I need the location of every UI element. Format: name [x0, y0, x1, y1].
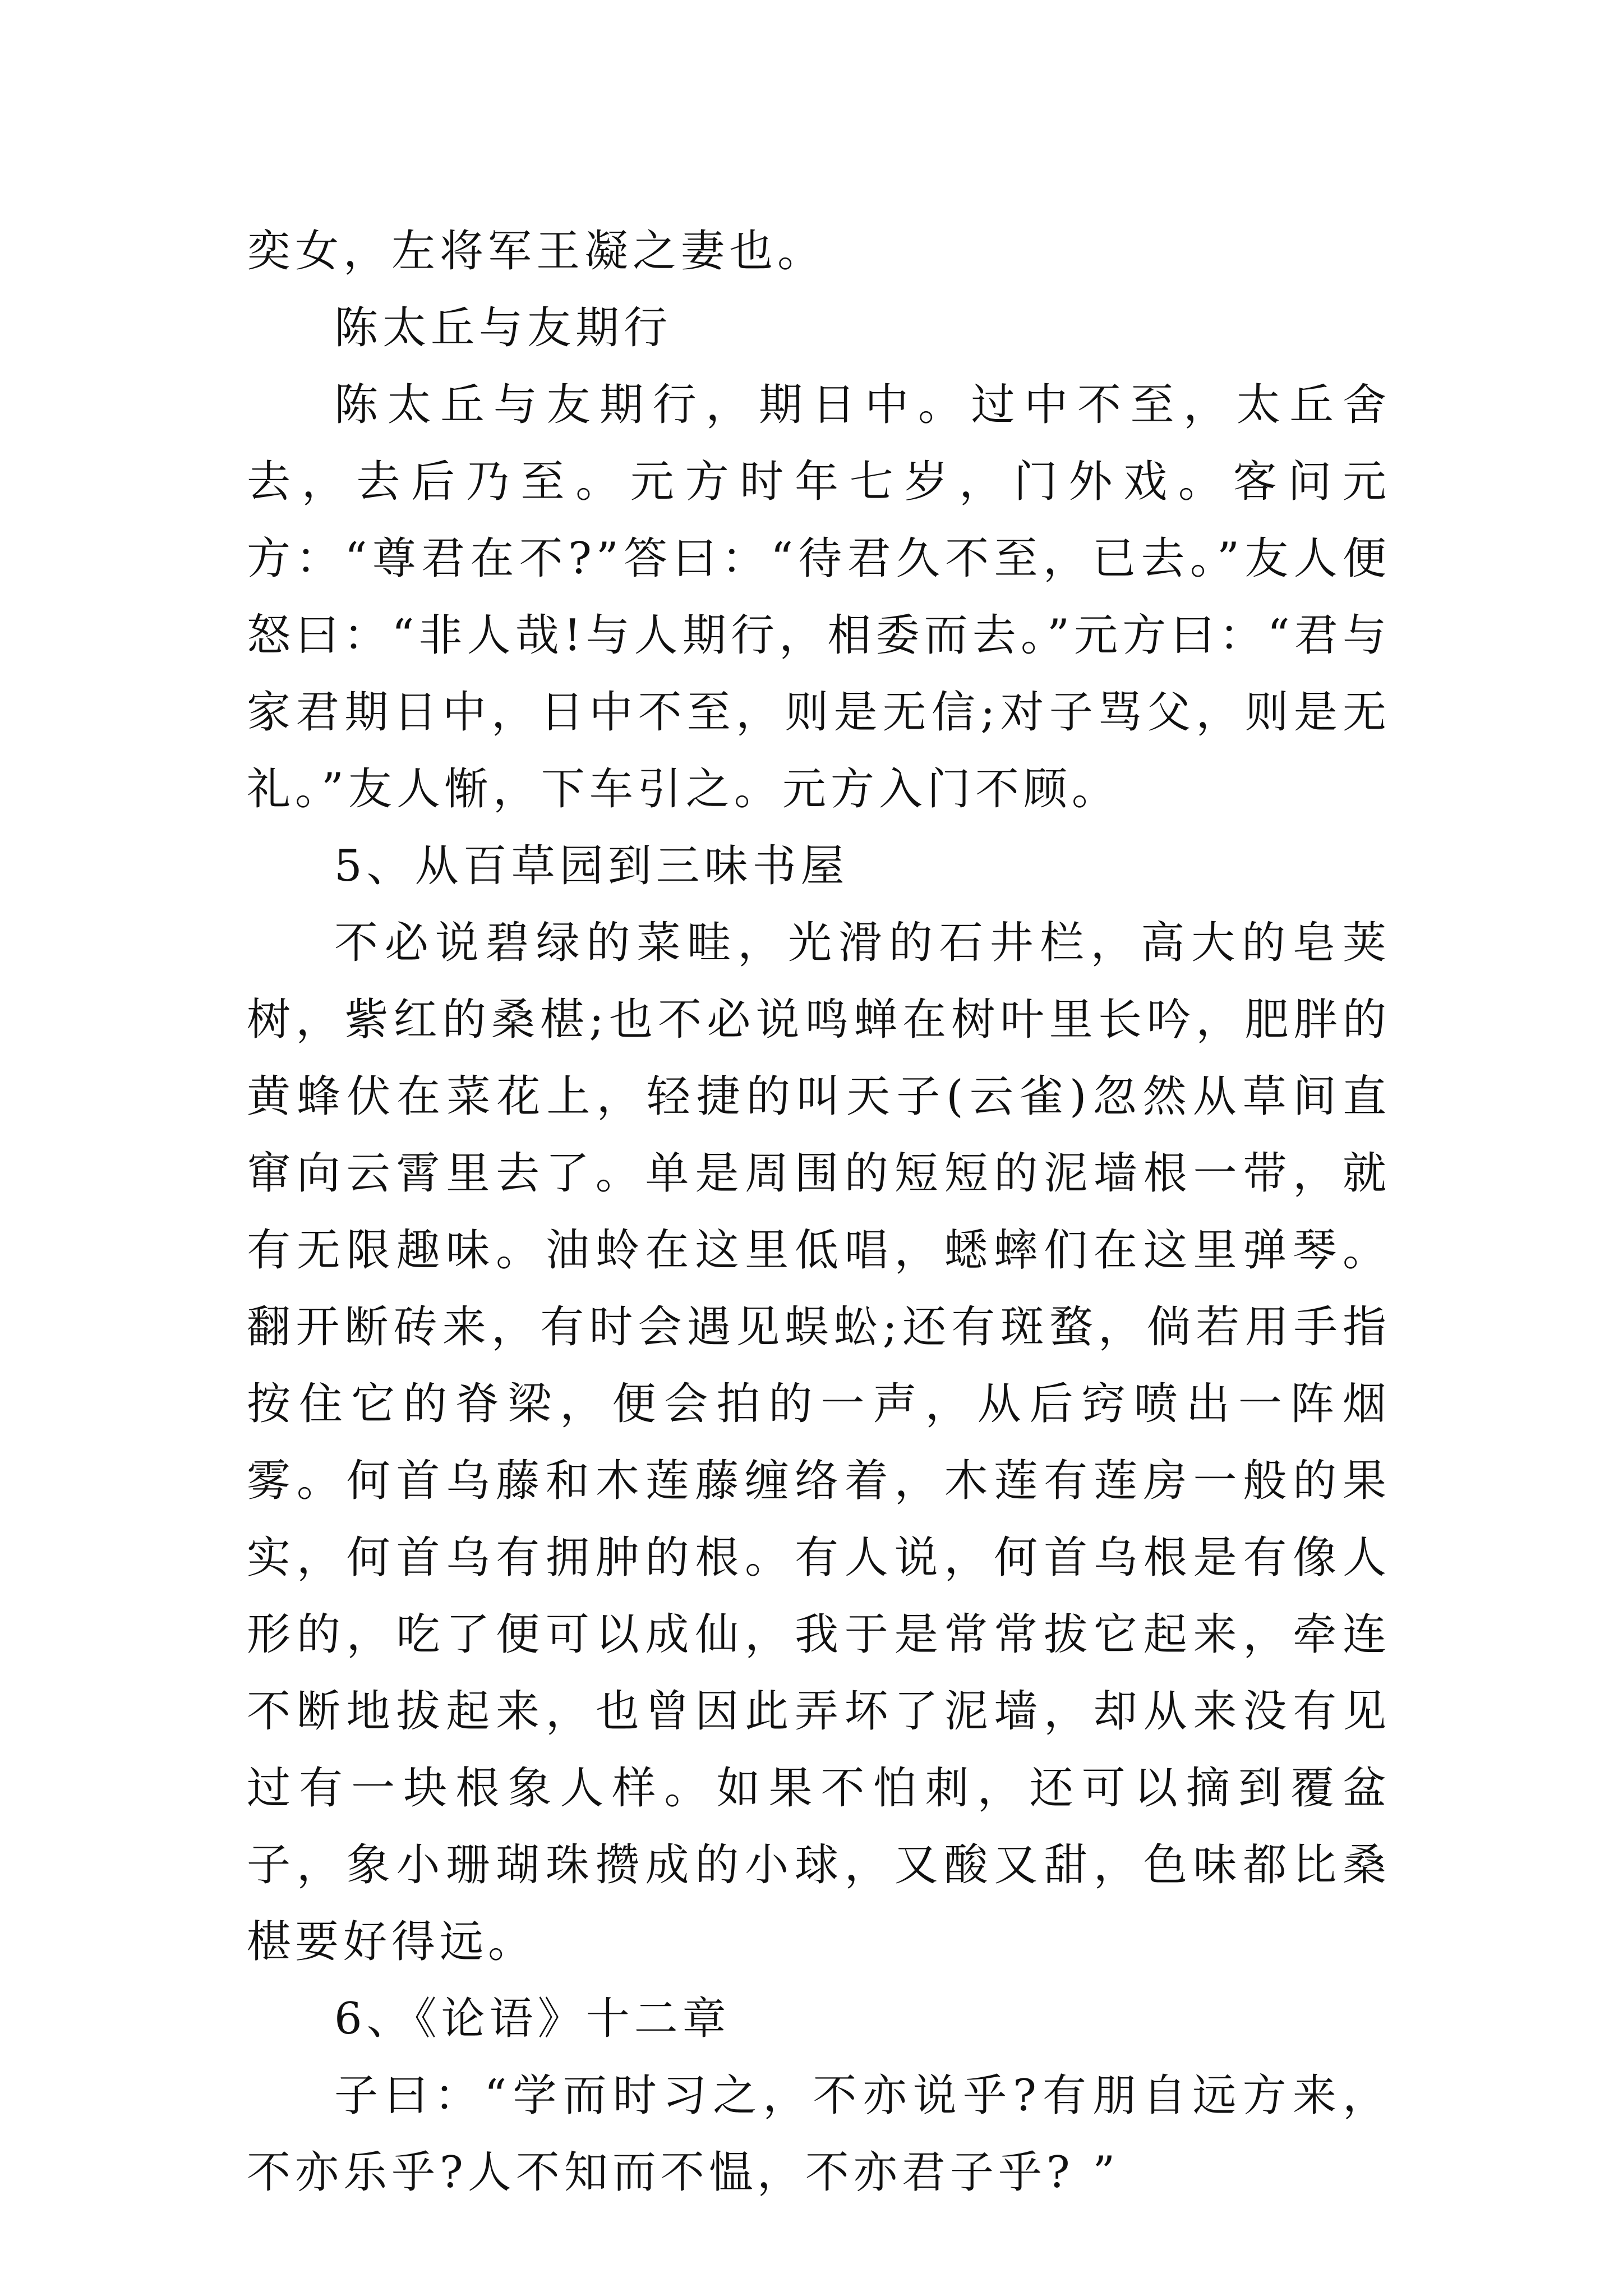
- paragraph-continuation: 奕女，左将军王凝之妻也。: [247, 226, 826, 277]
- section-title-lunyu: 6、《论语》十二章: [334, 1994, 731, 2044]
- section-title-baicaoyuan: 5、从百草园到三味书屋: [334, 841, 849, 891]
- document-body: [247, 213, 1391, 2211]
- paragraph-lunyu: 子曰：“学而时习之，不亦说乎?有朋自远方来，不亦乐乎?人不知而不愠，不亦君子乎? ”: [247, 2070, 1391, 2198]
- paragraph-chen-taiqiu: 陈太丘与友期行，期日中。过中不至，太丘舍去，去后乃至。元方时年七岁，门外戏。客问元方：“尊君在不?”答曰：“待君久不至，已去。”友人便怒曰：“非人哉!与人期行，相委而去。”元方曰：“君与家君期日中，日中不至，则是无信;对子骂父，则是无礼。”友人惭，下车引之。元方入门不顾。: [247, 380, 1391, 815]
- section-title-chen-taiqiu: 陈太丘与友期行: [334, 303, 672, 353]
- paragraph-baicaoyuan: 不必说碧绿的菜畦，光滑的石井栏，高大的皂荚树，紫红的桑椹;也不必说鸣蝉在树叶里长吟，肥胖的黄蜂伏在菜花上，轻捷的叫天子(云雀)忽然从草间直窜向云霄里去了。单是周围的短短的泥墙根一带，就有无限趣味。油蛉在这里低唱，蟋蟀们在这里弹琴。翻开断砖来，有时会遇见蜈蚣;还有斑蝥，倘若用手指按住它的脊梁，便会拍的一声，从后窍喷出一阵烟雾。何首乌藤和木莲藤缠络着，木莲有莲房一般的果实，何首乌有拥肿的根。有人说，何首乌根是有像人形的，吃了便可以成仙，我于是常常拔它起来，牵连不断地拔起来，也曾因此弄坏了泥墙，却从来没有见过有一块根象人样。如果不怕刺，还可以摘到覆盆子，象小珊瑚珠攒成的小球，又酸又甜，色味都比桑椹要好得远。: [247, 918, 1391, 1967]
